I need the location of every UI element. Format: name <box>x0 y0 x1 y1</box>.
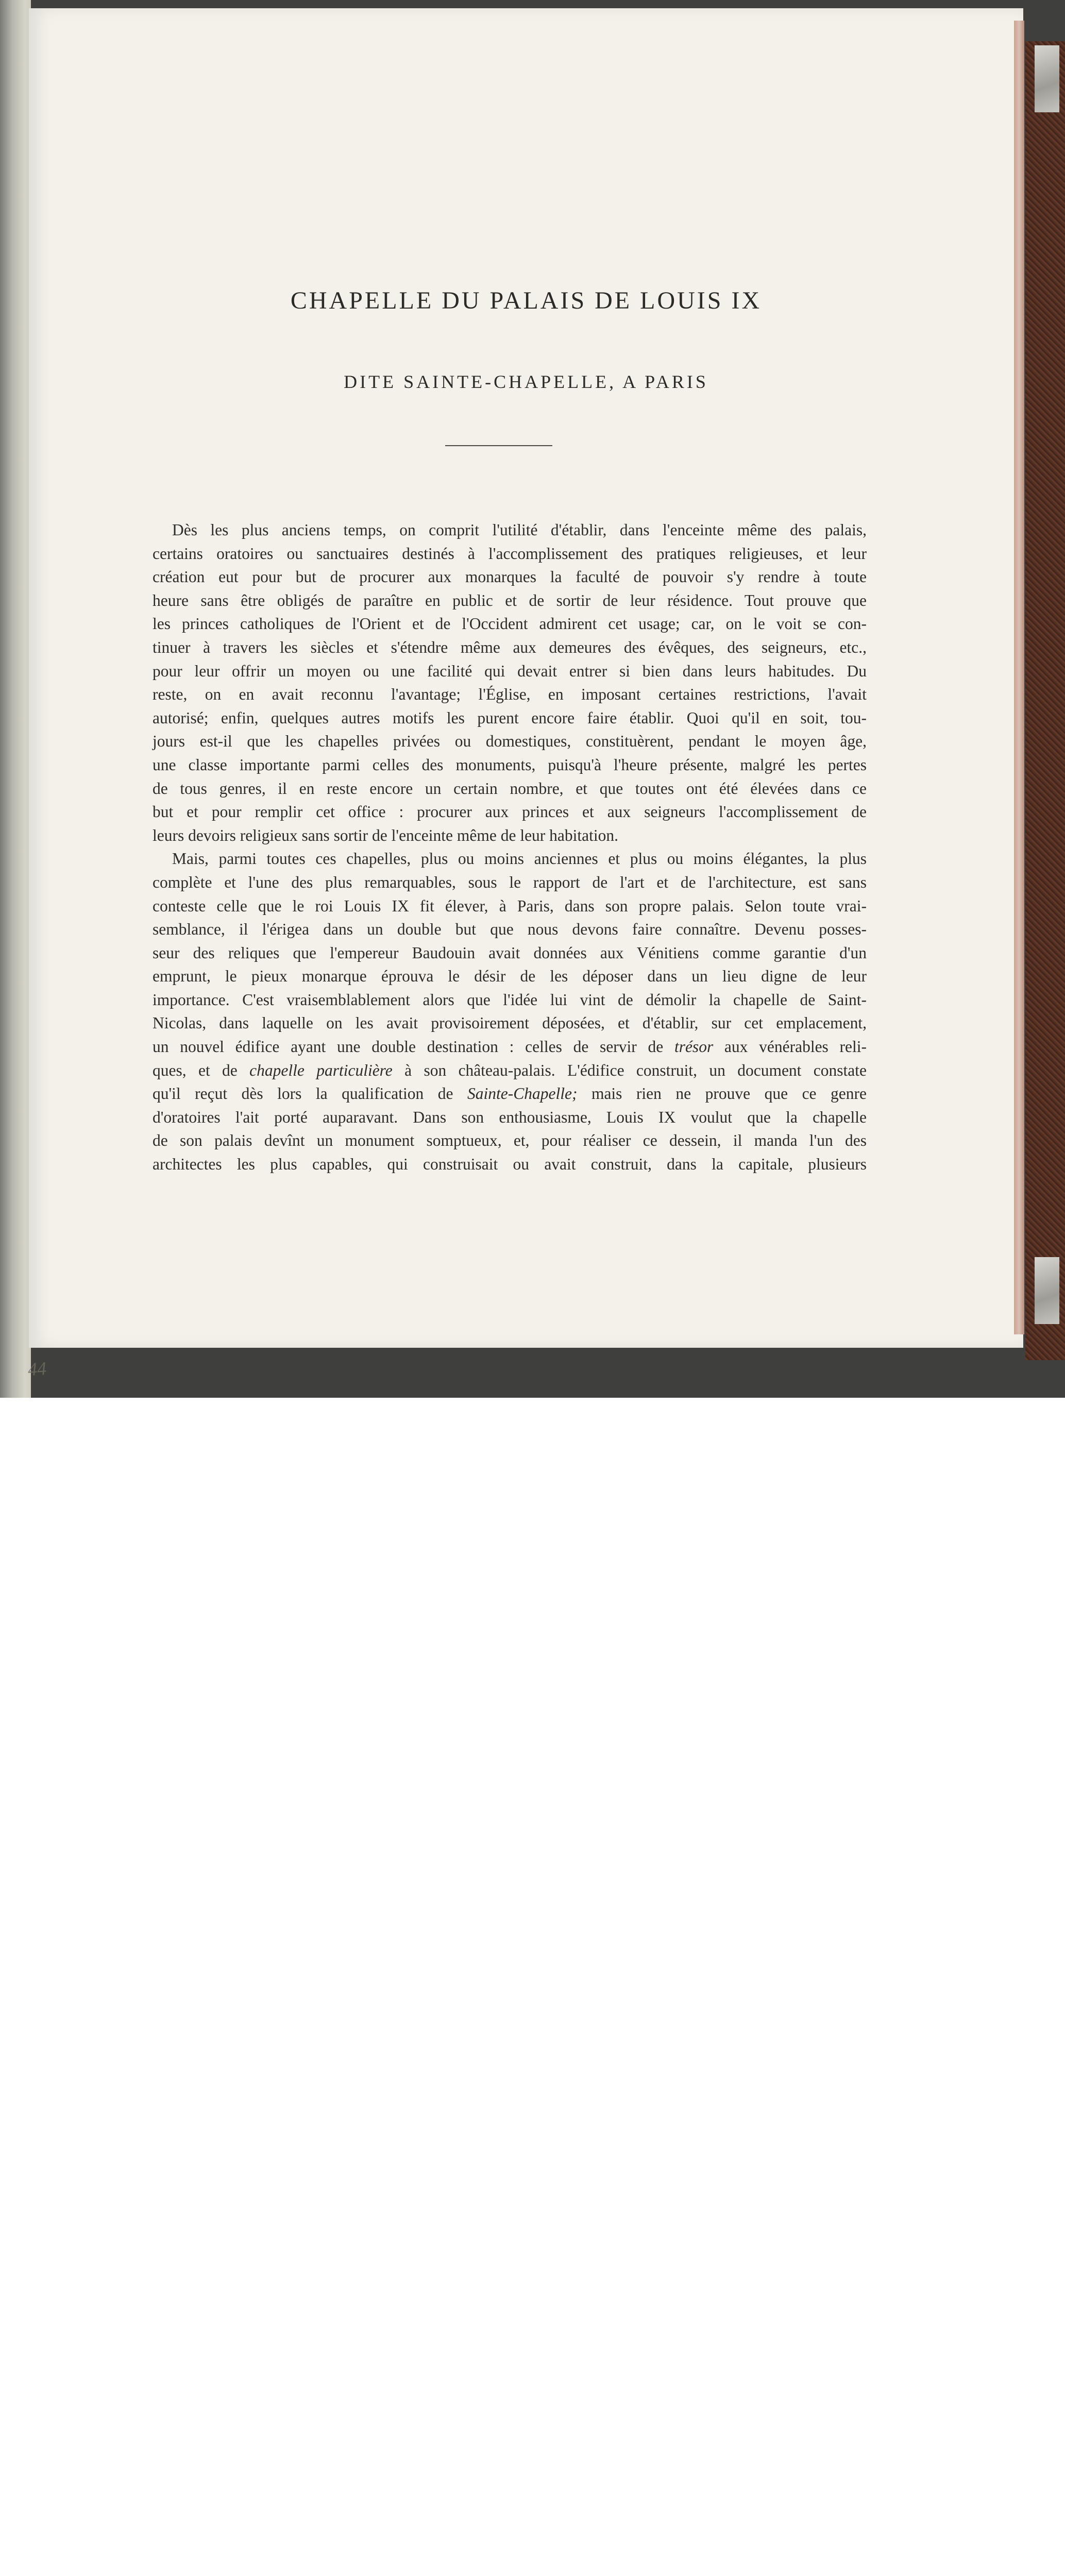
text-line: heure sans être obligés de paraître en public et de sortir de leur résidence. Tout prouve que <box>153 591 867 609</box>
footer-bar <box>0 1398 1065 1475</box>
text-line: de tous genres, il en reste encore un certain nombre, et que toutes ont été élevées dans ce <box>153 779 867 798</box>
left-page-stack <box>0 0 31 1398</box>
text-line: semblance, il l'érigea dans un double but que nous devons faire connaître. Devenu posses- <box>153 920 867 939</box>
text-run: qu'il reçut dès lors la qualification de <box>153 1084 467 1103</box>
text-line: seur des reliques que l'empereur Baudouin avait données aux Vénitiens comme garantie d'un <box>153 943 867 962</box>
text-line: architectes les plus capables, qui construisait ou avait construit, dans la capitale, plusieurs <box>153 1155 867 1174</box>
book-page <box>29 8 1023 1348</box>
text-line: importance. C'est vraisemblablement alors que l'idée lui vint de démolir la chapelle de Saint- <box>153 990 867 1009</box>
italic-term: Sainte-Chapelle; <box>467 1084 578 1103</box>
text-line: but et pour remplir cet office : procurer aux princes et aux seigneurs l'accomplissement de <box>153 803 867 821</box>
text-run: à son château-palais. L'édifice construit, un document constate <box>392 1061 867 1079</box>
text-run: aux vénérables reli- <box>713 1038 867 1056</box>
text-line: autorisé; enfin, quelques autres motifs les purent encore faire établir. Quoi qu'il en soit, tou- <box>153 708 867 727</box>
text-line: d'oratoires l'ait porté auparavant. Dans son enthousiasme, Louis IX voulut que la chapelle <box>153 1108 867 1126</box>
text-line <box>153 1035 867 1059</box>
text-line: Dès les plus anciens temps, on comprit l'utilité d'établir, dans l'enceinte même des palais, <box>172 521 867 539</box>
text-line: jours est-il que les chapelles privées ou domestiques, constituèrent, pendant le moyen âge, <box>153 732 867 751</box>
page-subtitle: DITE SAINTE-CHAPELLE, A PARIS <box>344 371 708 392</box>
binding-corner-top <box>1035 45 1059 112</box>
text-run: un nouvel édifice ayant une double destination : celles de servir de <box>153 1038 674 1056</box>
text-line: de son palais devînt un monument somptueux, et, pour réaliser ce dessein, il manda l'un des <box>153 1131 867 1150</box>
text-run: ques, et de <box>153 1061 250 1079</box>
text-line: une classe importante parmi celles des monuments, puisqu'à l'heure présente, malgré les pertes <box>153 755 867 774</box>
text-line <box>153 1082 867 1106</box>
text-line: leurs devoirs religieux sans sortir de l'enceinte même de leur habitation. <box>153 826 619 844</box>
body-text <box>153 518 867 1176</box>
text-run: mais rien ne prouve que ce genre <box>577 1084 867 1103</box>
text-line <box>153 1059 867 1082</box>
text-line: reste, on en avait reconnu l'avantage; l'Église, en imposant certaines restrictions, l'avait <box>153 685 867 704</box>
text-line: Nicolas, dans laquelle on les avait provisoirement déposées, et d'établir, sur cet emplacement, <box>153 1014 867 1032</box>
page-edge <box>1014 21 1024 1334</box>
text-line: complète et l'une des plus remarquables, sous le rapport de l'art et de l'architecture, est sans <box>153 873 867 891</box>
text-line: Mais, parmi toutes ces chapelles, plus ou moins anciennes et plus ou moins élégantes, la plus <box>172 850 867 868</box>
italic-term: chapelle particulière <box>249 1061 393 1079</box>
pencil-page-number: 44 <box>27 1358 47 1380</box>
book-binding <box>1025 41 1065 1360</box>
text-line: emprunt, le pieux monarque éprouva le désir de les déposer dans un lieu digne de leur <box>153 967 867 986</box>
text-line: conteste celle que le roi Louis IX fit élever, à Paris, dans son propre palais. Selon toute vrai- <box>153 896 867 915</box>
text-line: les princes catholiques de l'Orient et de l'Occident admirent cet usage; car, on le voit se con- <box>153 615 867 633</box>
text-line: création eut pour but de procurer aux monarques la faculté de pouvoir s'y rendre à toute <box>153 568 867 586</box>
italic-term: trésor <box>674 1038 714 1056</box>
title-divider <box>445 445 552 446</box>
text-line: tinuer à travers les siècles et s'étendre même aux demeures des évêques, des seigneurs, etc., <box>153 638 867 656</box>
text-line: pour leur offrir un moyen ou une facilité qui devait entrer si bien dans leurs habitudes. Du <box>153 662 867 680</box>
text-line: certains oratoires ou sanctuaires destinés à l'accomplissement des pratiques religieuses, et leur <box>153 544 867 563</box>
page-title: CHAPELLE DU PALAIS DE LOUIS IX <box>290 287 762 314</box>
binding-corner-bottom <box>1035 1257 1059 1324</box>
